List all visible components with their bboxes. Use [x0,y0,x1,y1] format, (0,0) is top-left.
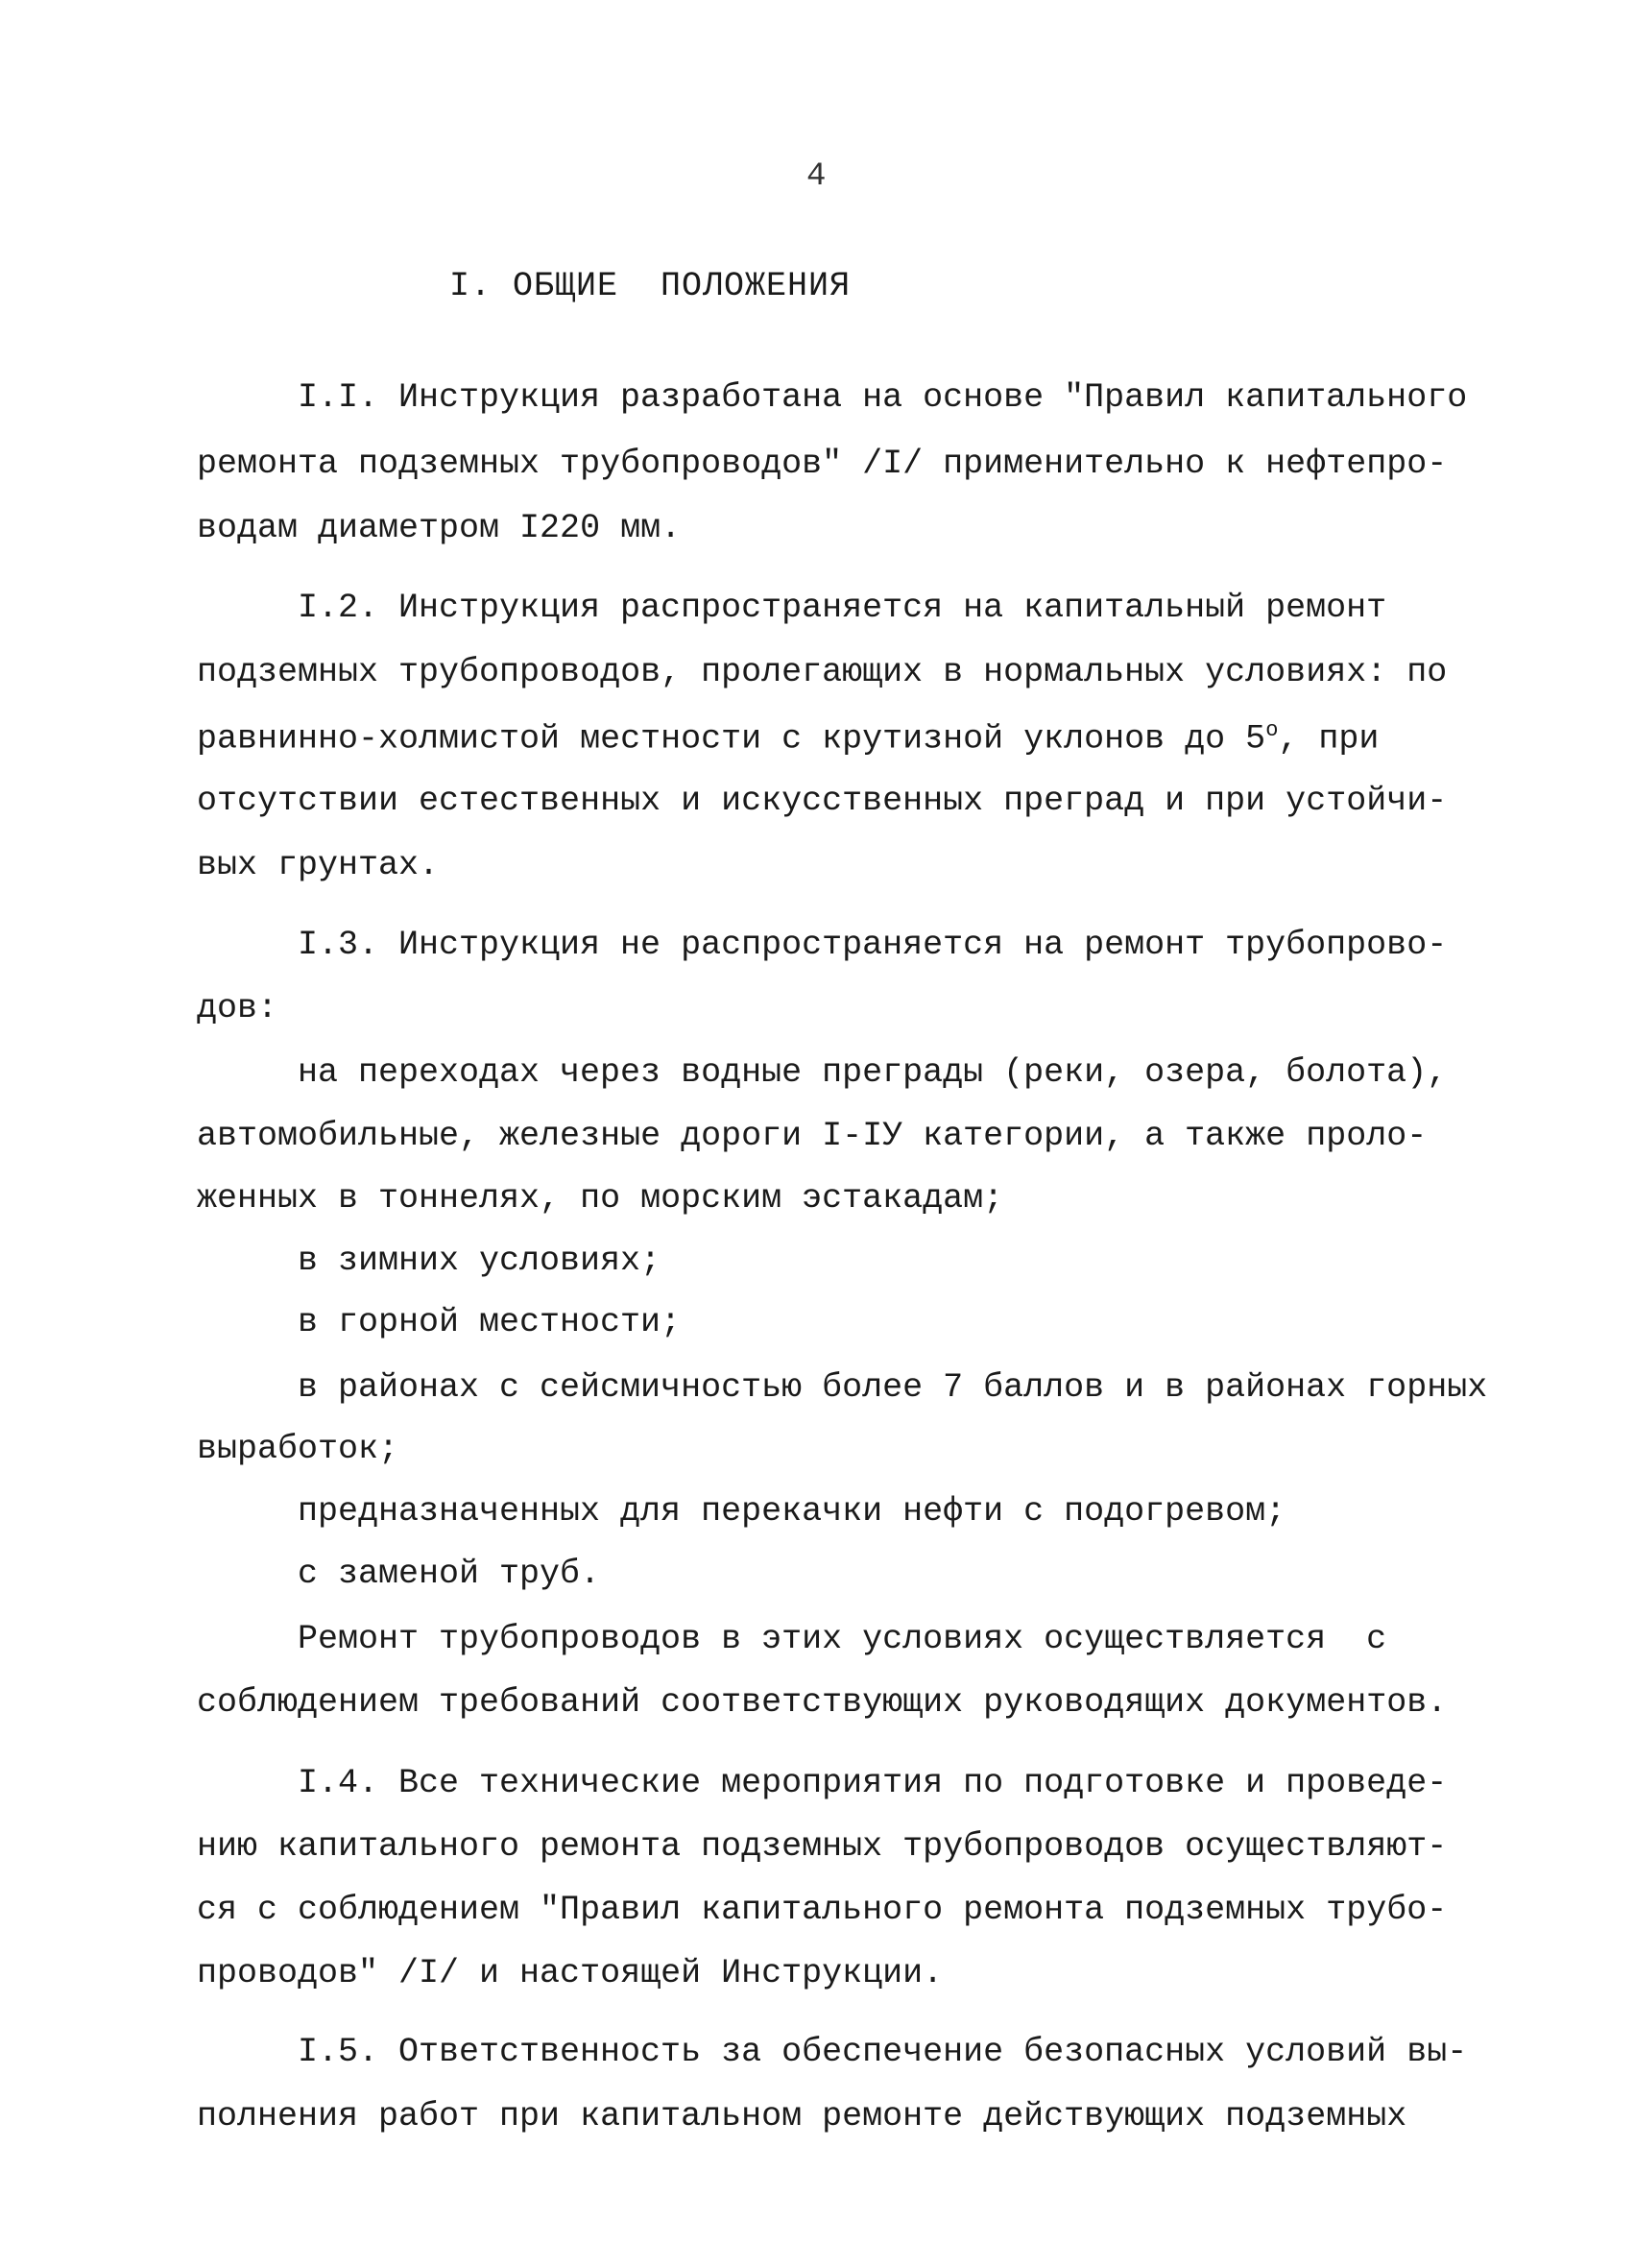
paragraph-1-3-line-2: дов: [197,989,278,1027]
list-item-seismic-line-2: выработок; [197,1430,399,1468]
paragraph-1-2-line-4: отсутствии естественных и искусственных преград и при устойчи- [197,782,1448,820]
list-item-pipe-replacement: с заменой труб. [298,1555,601,1593]
list-item-seismic-line-1: в районах с сейсмичностью более 7 баллов и в районах горных [298,1368,1488,1407]
list-item-crossings-line-3: женных в тоннелях, по морским эстакадам; [197,1179,1004,1218]
paragraph-1-5-line-2: полнения работ при капитальном ремонте действующих подземных [197,2097,1407,2135]
paragraph-1-4-line-2: нию капитального ремонта подземных трубопроводов осуществляют- [197,1827,1448,1866]
paragraph-1-1-line-1: I.I. Инструкция разработана на основе "Правил капитального [298,378,1468,417]
line-text-end: , при [1278,719,1380,759]
degree-superscript: о [1265,718,1279,742]
paragraph-1-2-line-1: I.2. Инструкция распространяется на капитальный ремонт [298,589,1387,627]
list-item-winter: в зимних условиях; [298,1242,661,1280]
paragraph-1-2-line-5: вых грунтах. [197,846,440,884]
paragraph-1-4-line-3: ся с соблюдением "Правил капитального ремонта подземных трубо- [197,1891,1448,1929]
paragraph-repair-line-1: Ремонт трубопроводов в этих условиях осуществляется с [298,1620,1387,1658]
list-item-mountain: в горной местности; [298,1303,682,1341]
page-number: 4 [806,158,827,195]
paragraph-1-4-line-4: проводов" /I/ и настоящей Инструкции. [197,1954,944,1992]
paragraph-1-5-line-1: I.5. Ответственность за обеспечение безопасных условий вы- [298,2033,1468,2071]
list-item-crossings-line-1: на переходах через водные преграды (реки, озера, болота), [298,1053,1448,1092]
paragraph-1-4-line-1: I.4. Все технические мероприятия по подготовке и проведе- [298,1764,1448,1802]
paragraph-1-2-line-2: подземных трубопроводов, пролегающих в нормальных условиях: по [197,653,1448,691]
paragraph-1-1-line-3: водам диаметром I220 мм. [197,509,682,547]
paragraph-repair-line-2: соблюдением требований соответствующих руководящих документов. [197,1683,1448,1722]
section-heading: I. ОБЩИЕ ПОЛОЖЕНИЯ [449,267,852,305]
paragraph-1-1-line-2: ремонта подземных трубопроводов" /I/ применительно к нефтепро- [197,445,1448,483]
list-item-heated-oil: предназначенных для перекачки нефти с подогревом; [298,1492,1286,1531]
list-item-crossings-line-2: автомобильные, железные дороги I-IУ категории, а также проло- [197,1117,1428,1155]
paragraph-1-3-line-1: I.3. Инструкция не распространяется на ремонт трубопрово- [298,926,1448,964]
paragraph-1-2-line-3 [197,720,1379,757]
line-text-start: равнинно-холмистой местности с крутизной уклонов до 5 [197,719,1266,759]
